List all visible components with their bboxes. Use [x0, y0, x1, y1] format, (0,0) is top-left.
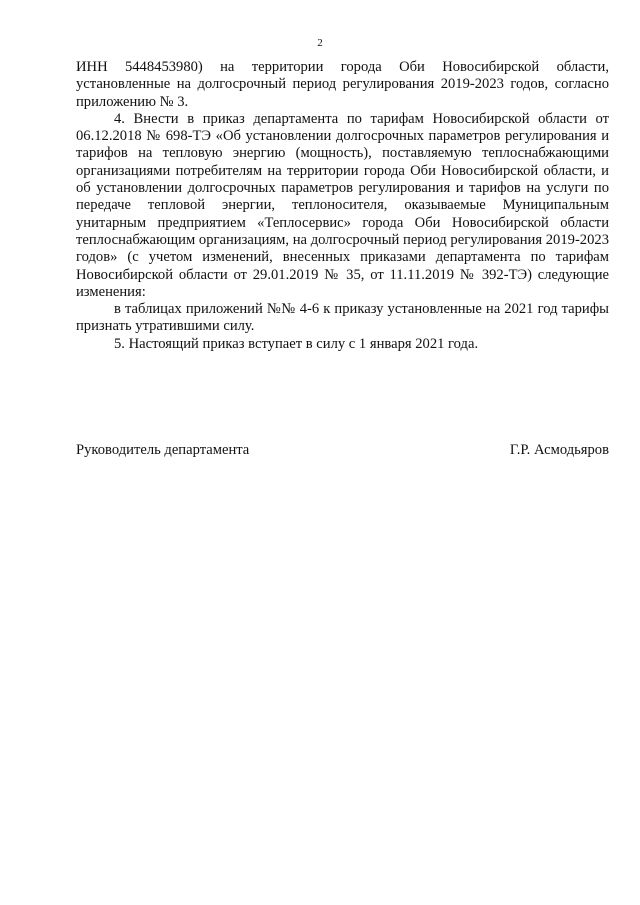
signatory-name: Г.Р. Асмодьяров — [509, 442, 609, 458]
document-body — [76, 59, 609, 353]
paragraph-continuation: ИНН 5448453980) на территории города Оби Новосибирской области, установленные на долгосрочный период регулирования 2019-2023 годов, согласно приложению № 3. — [76, 59, 609, 110]
paragraph-item-4-change: в таблицах приложений №№ 4-6 к приказу установленные на 2021 год тарифы признать утратившими силу. — [76, 301, 609, 335]
paragraph-item-4: 4. Внести в приказ департамента по тарифам Новосибирской области от 06.12.2018 № 698-ТЭ «Об установлении долгосрочных параметров регулирования и тарифов на тепловую энергию (мощность), поставляемую теплоснабжающими организациями потребителям на территории города Оби Новосибирской области, и об установлении долгосрочных параметров регулирования и тарифов на услуги по передаче тепловой энергии, теплоносителя, оказываемые Муниципальным унитарным предприятием «Теплосервис» города Оби Новосибирской области теплоснабжающим организациям, на долгосрочный период регулирования 2019-2023 годов» (с учетом изменений, внесенных приказами департамента по тарифам Новосибирской области от 29.01.2019 № 35, от 11.11.2019 № 392-ТЭ) следующие изменения: — [76, 110, 609, 300]
signatory-position: Руководитель департамента — [76, 442, 250, 458]
paragraph-item-5: 5. Настоящий приказ вступает в силу с 1 января 2021 года. — [114, 335, 479, 352]
signature-block — [76, 442, 609, 459]
page-number: 2 — [317, 37, 323, 49]
